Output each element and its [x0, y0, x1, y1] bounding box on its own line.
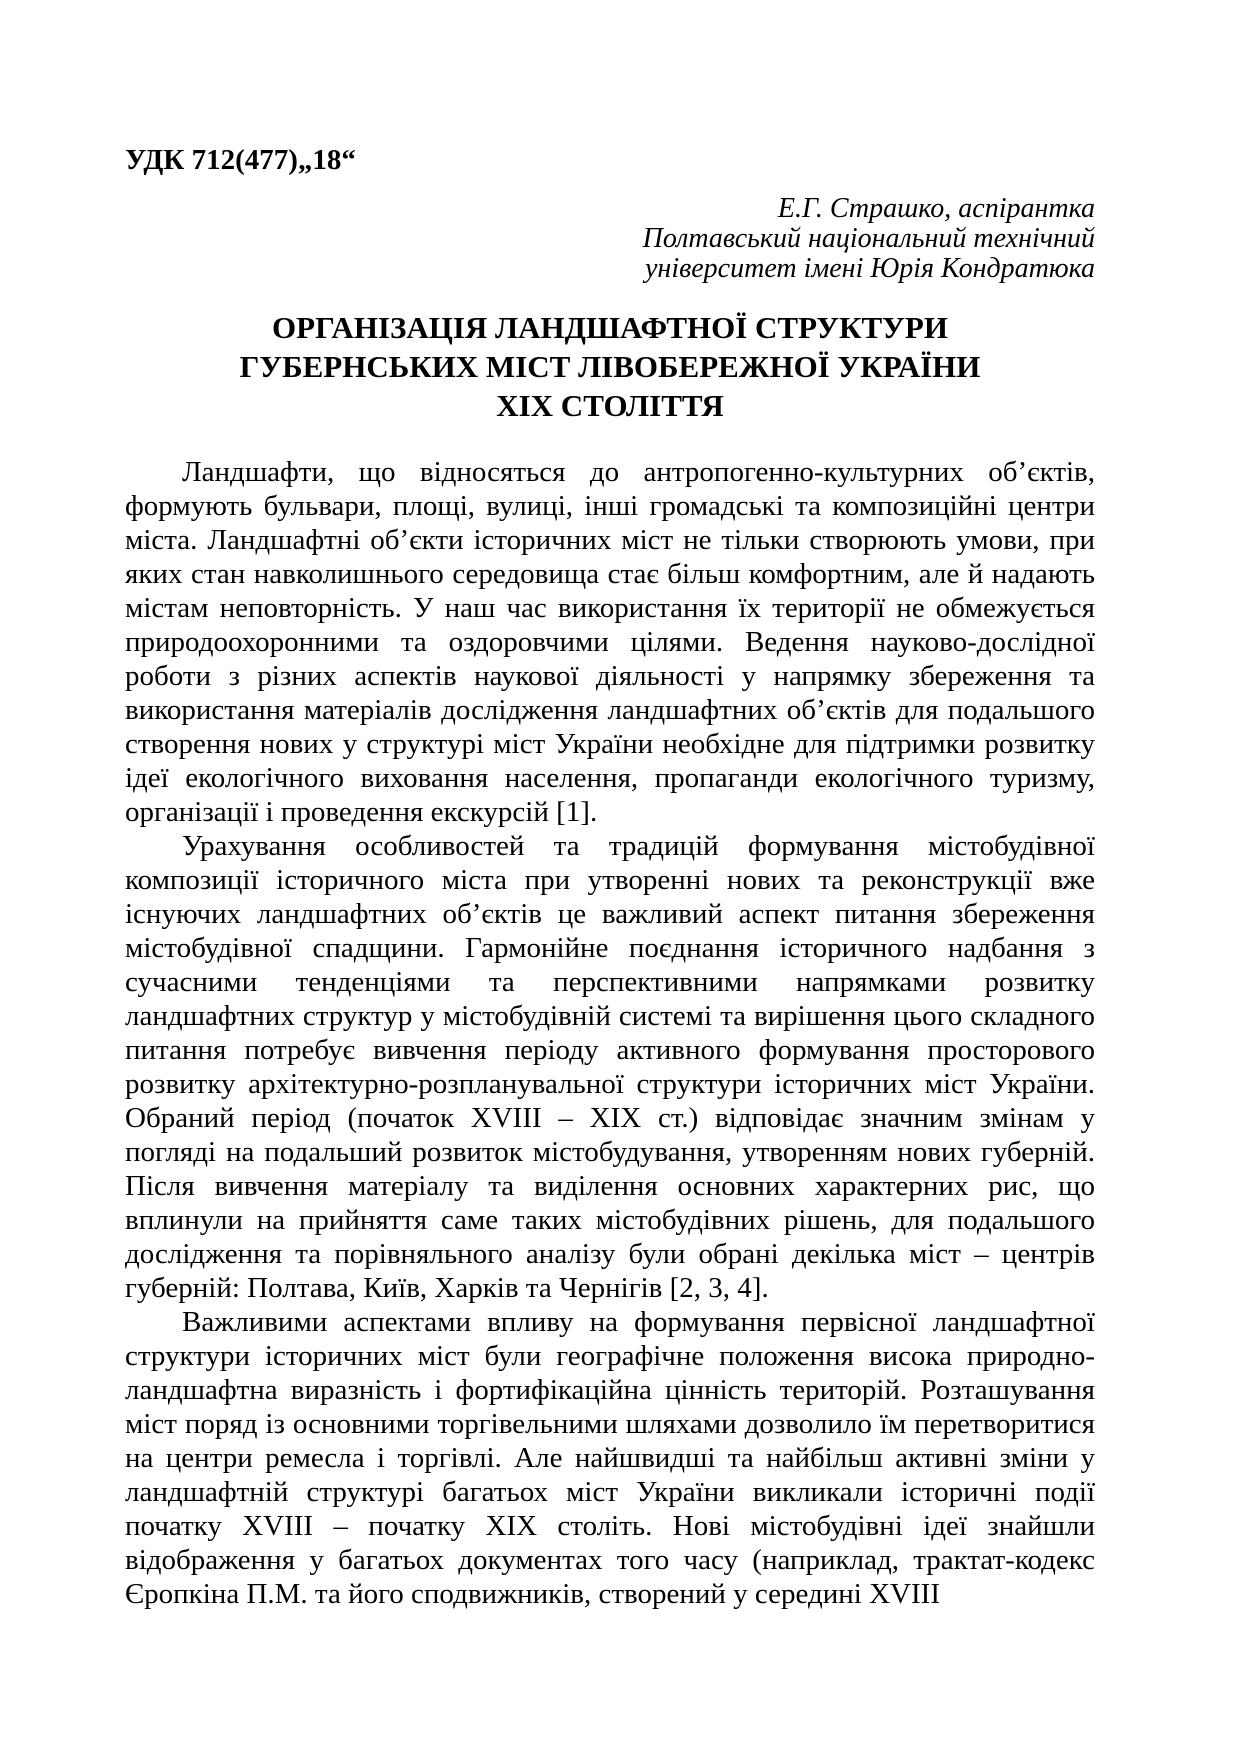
- udc-code: УДК 712(477)„18“: [125, 144, 356, 176]
- paragraph-1: Ландшафти, що відносяться до антропогенно-культурних об’єктів, формують бульвари, площі, вулиці, інші громадські та композиційні центри міста. Ландшафтні об’єкти історичних міст не тільки створюють умови, при яких стан навколишнього середовища стає більш комфортним, але й надають містам неповторність. У наш час використання їх території не обмежується природоохоронними та оздоровчими цілями. Ведення науково-дослідної роботи з різних аспектів наукової діяльності у напрямку збереження та використання матеріалів дослідження ландшафтних об’єктів для подальшого створення нових у структурі міст України необхідне для підтримки розвитку ідеї екологічного виховання населення, пропаганди екологічного туризму, організації і проведення екскурсій [1].: [125, 456, 1095, 828]
- author-affiliation-line-2: університет імені Юрія Кондратюка: [645, 253, 1095, 284]
- author-affiliation-line-1: Полтавський національний технічний: [642, 223, 1095, 254]
- article-title: [125, 308, 1095, 425]
- paragraph-3: Важливими аспектами впливу на формування первісної ландшафтної структури історичних міст були географічне положення висока природно-ландшафтна виразність і фортифікаційна цінність територій. Розташування міст поряд із основними торгівельними шляхами дозволило їм перетворитися на центри ремесла і торгівлі. Але найшвидші та найбільш активні зміни у ландшафтній структурі багатьох міст України викликали історичні події початку XVIII – початку XIX століть. Нові містобудівні ідеї знайшли відображення у багатьох документах того часу (наприклад, трактат-кодекс Єропкіна П.М. та його сподвижників, створений у середині XVIII: [125, 1306, 1095, 1610]
- title-line-1: ОРГАНІЗАЦІЯ ЛАНДШАФТНОЇ СТРУКТУРИ: [272, 310, 948, 345]
- title-line-3: XIX СТОЛІТТЯ: [496, 388, 724, 423]
- author-block: [125, 194, 1095, 284]
- author-name: Е.Г. Страшко, аспірантка: [777, 193, 1095, 224]
- title-line-2: ГУБЕРНСЬКИХ МІСТ ЛІВОБЕРЕЖНОЇ УКРАЇНИ: [239, 349, 981, 384]
- page-content: [125, 143, 1095, 1611]
- article-body: [125, 455, 1095, 1611]
- paragraph-2: Урахування особливостей та традицій формування містобудівної композиції історичного міста при утворенні нових та реконструкції вже існуючих ландшафтних об’єктів це важливий аспект питання збереження містобудівної спадщини. Гармонійне поєднання історичного надбання з сучасними тенденціями та перспективними напрямками розвитку ландшафтних структур у містобудівній системі та вирішення цього складного питання потребує вивчення періоду активного формування просторового розвитку архітектурно-розпланувальної структури історичних міст України. Обраний період (початок XVIII – XIX ст.) відповідає значним змінам у погляді на подальший розвиток містобудування, утворенням нових губерній. Після вивчення матеріалу та виділення основних характерних рис, що вплинули на прийняття саме таких містобудівних рішень, для подальшого дослідження та порівняльного аналізу були обрані декілька міст – центрів губерній: Полтава, Київ, Харків та Чернігів [2, 3, 4].: [125, 830, 1095, 1304]
